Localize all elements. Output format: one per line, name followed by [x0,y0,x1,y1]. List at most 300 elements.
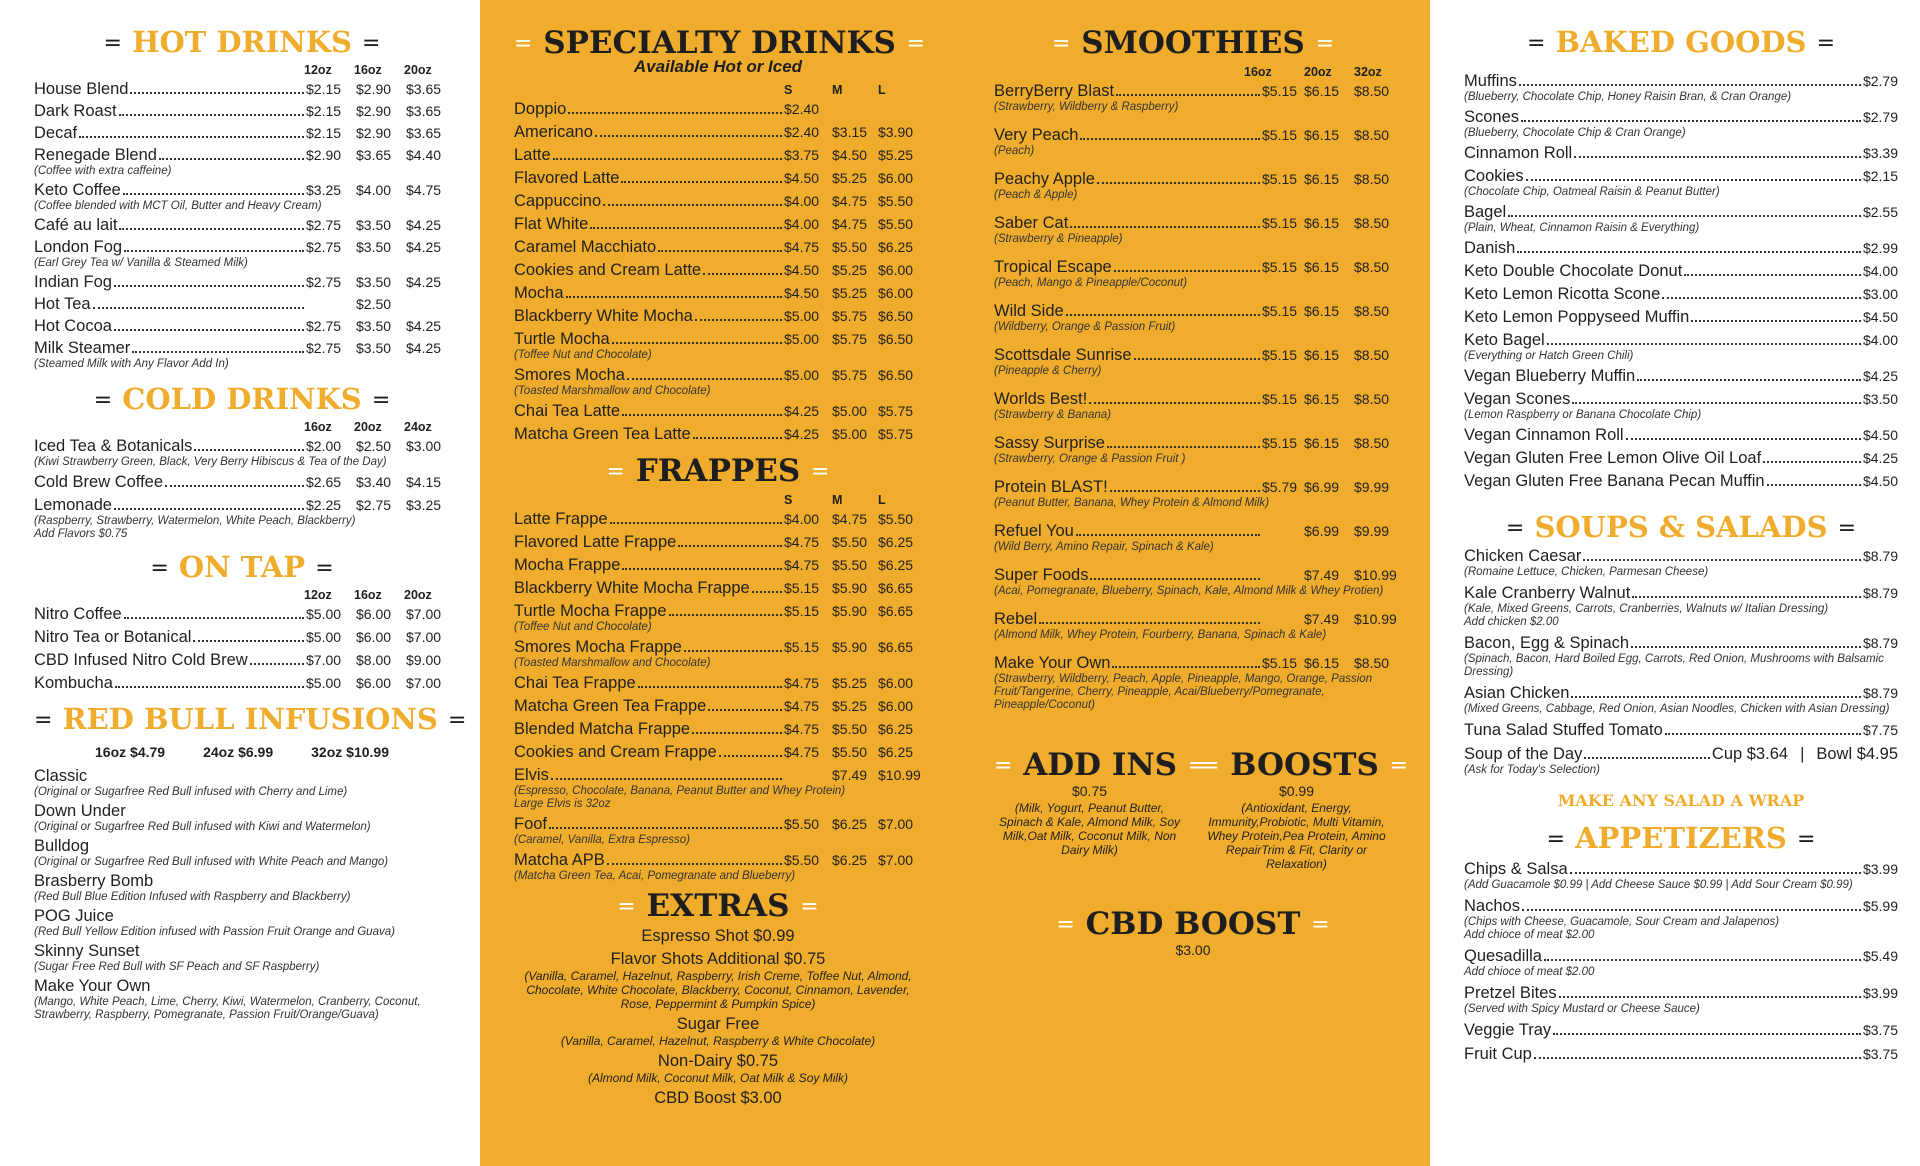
menu-item-prices [1262,477,1392,497]
menu-item [34,766,450,799]
menu-item-name: Caramel Macchiato [514,238,657,256]
menu-item-price: $3.39 [1862,145,1898,161]
menu-item-price: $7.49 [832,767,868,783]
menu-item-price [1262,521,1304,541]
menu-item [34,215,450,235]
menu-item-price: $5.79 [1262,479,1298,495]
menu-item [994,301,1392,334]
hot-drinks-list [34,79,450,371]
wrap-note: MAKE ANY SALAD A WRAP [1557,791,1805,810]
menu-item-prices [784,365,922,385]
menu-item-price: $3.75 [784,147,820,163]
menu-item [514,99,922,119]
menu-item-name: Make Your Own [994,654,1111,672]
menu-item [1464,896,1898,942]
menu-item-row [1464,107,1898,127]
menu-item-price: $6.65 [878,580,914,596]
menu-item-price: $8.50 [1354,391,1390,407]
menu-item-row [514,850,922,870]
menu-item [514,601,922,634]
menu-item-row [994,521,1392,541]
menu-item-price: $3.50 [356,318,392,334]
menu-item [34,650,450,670]
menu-item-prices [306,673,450,693]
menu-item-price: $6.15 [1304,83,1340,99]
menu-item-name: CBD Infused Nitro Cold Brew [34,651,248,669]
menu-item-name: Brasberry Bomb [34,872,154,890]
menu-item-desc: (Peach & Apple) [994,189,1078,201]
menu-item-row [514,306,922,326]
menu-item-price: $10.99 [1354,567,1397,583]
menu-item-price: $3.00 [406,438,442,454]
menu-item [1464,366,1898,386]
menu-item-row [1464,471,1898,491]
dot-leader [1112,666,1260,668]
menu-item-price: $6.00 [356,675,392,691]
menu-item-name: Protein BLAST! [994,478,1108,496]
menu-item-desc: (Toasted Marshmallow and Chocolate) [514,385,711,397]
menu-item-prices [784,742,922,762]
menu-item [1464,202,1898,235]
dot-leader [1631,646,1861,648]
menu-item-price: $5.00 [784,308,820,324]
menu-item-desc: (Kiwi Strawberry Green, Black, Very Berry Hibiscus & Tea of the Day) [34,456,387,468]
menu-item-name: Kombucha [34,674,113,692]
dot-leader [1763,461,1861,463]
menu-item-desc: (Espresso, Chocolate, Banana, Peanut Butter and Whey Protein) [514,785,846,797]
dot-leader [1767,484,1861,486]
menu-item-prices [784,814,922,834]
menu-item-row [994,433,1392,453]
menu-item-price: $2.00 [306,438,342,454]
menu-item-price: $4.75 [406,182,442,198]
menu-item-price: $8.50 [1354,83,1390,99]
menu-item-row [34,673,450,693]
menu-item-row [514,145,922,165]
menu-item-prices [1262,257,1392,277]
menu-item-name: Turtle Mocha [514,330,610,348]
appetizers-title: = APPETIZERS = [1546,821,1816,855]
menu-item-price: $5.90 [832,639,868,655]
dot-leader [119,228,304,230]
menu-item-name: Tropical Escape [994,258,1112,276]
dot-leader [553,158,782,160]
menu-item-desc: (Coffee with extra caffeine) [34,165,172,177]
menu-item-price: $5.75 [878,426,914,442]
menu-item-desc: (Matcha Green Tea, Acai, Pomegranate and Blueberry) [514,870,796,882]
menu-item [994,433,1392,466]
menu-item-prices [784,673,922,693]
menu-item-prices [784,578,922,598]
menu-item-row [514,765,922,785]
menu-item-name: Hot Cocoa [34,317,112,335]
menu-item [514,122,922,142]
dot-leader [1574,156,1861,158]
menu-item-name: Quesadilla [1464,947,1542,965]
menu-item-row [1464,1020,1898,1040]
menu-item-price: $4.50 [784,170,820,186]
menu-item-price: $3.50 [356,274,392,290]
menu-item-price: $4.75 [784,698,820,714]
menu-item-row [994,609,1397,629]
menu-item [34,237,450,270]
menu-item-price: $4.75 [784,534,820,550]
menu-item-price: $7.00 [306,652,342,668]
menu-item-prices [784,283,922,303]
dot-leader [159,158,304,160]
menu-item-desc: (Almond Milk, Whey Protein, Fourberry, Banana, Spinach & Kale) [994,629,1327,641]
menu-item-desc: (Kale, Mixed Greens, Carrots, Cranberries, Walnuts w/ Italian Dressing) [1464,603,1829,615]
menu-item-price: $5.00 [832,426,868,442]
dot-leader [658,250,782,252]
menu-item-name: Cookies and Cream Latte [514,261,702,279]
menu-item [514,260,922,280]
dot-leader [130,92,304,94]
menu-item-price: $2.90 [356,125,392,141]
menu-item-price: $3.99 [1862,861,1898,877]
menu-item-price [878,99,922,119]
menu-item-price: $2.65 [306,474,342,490]
menu-item-price: $5.00 [832,403,868,419]
menu-item [1464,546,1898,579]
menu-item-price: $3.50 [356,340,392,356]
menu-item-price: $6.15 [1304,303,1340,319]
dot-leader [124,617,304,619]
menu-item-desc: (Wild Berry, Amino Repair, Spinach & Kale) [994,541,1214,553]
menu-item-price: $9.99 [1354,523,1390,539]
soup-bowl-price: Bowl $4.95 [1816,745,1898,763]
menu-item-name: Mocha Frappe [514,556,621,574]
menu-item-row [1464,366,1898,386]
menu-item-price: $2.75 [306,239,342,255]
menu-item-price: $6.25 [878,721,914,737]
menu-item [514,719,922,739]
specialty-list [514,99,922,444]
dot-leader [719,755,782,757]
menu-item-price: $4.25 [406,274,442,290]
menu-item-name: Decaf [34,124,78,142]
menu-item-price: $4.25 [406,318,442,334]
menu-item-price: $4.50 [784,262,820,278]
menu-item-row [34,79,450,99]
baked-title: = BAKED GOODS = [1526,25,1836,59]
menu-item-price: $6.15 [1304,259,1340,275]
menu-item-price: $5.15 [1262,391,1298,407]
menu-item-price: $5.25 [832,285,868,301]
menu-item-price: $3.65 [356,147,392,163]
menu-item-name: Blackberry White Mocha [514,307,693,325]
dot-leader [638,686,782,688]
menu-item-price [406,294,450,314]
dot-leader [250,663,304,665]
menu-item-name: BerryBerry Blast [994,82,1115,100]
dot-leader [708,709,782,711]
menu-item-desc: (Plain, Wheat, Cinnamon Raisin & Everything) [1464,222,1700,234]
menu-item-name: Flat White [514,215,589,233]
menu-item [514,814,922,847]
smoothies-sizes: 16oz 20oz 32oz [1244,65,1382,79]
menu-item-row [514,283,922,303]
menu-item-row [1464,546,1898,566]
menu-item [514,637,922,670]
menu-item-price: $7.75 [1862,722,1898,738]
menu-item-name: Pretzel Bites [1464,984,1557,1002]
menu-item-row [34,436,450,456]
menu-item-price: $2.90 [356,103,392,119]
menu-item-desc: (Caramel, Vanilla, Extra Espresso) [514,834,690,846]
menu-item-price: $4.75 [784,675,820,691]
menu-item-price: $5.50 [878,511,914,527]
menu-item-desc: (Chocolate Chip, Oatmeal Raisin & Peanut Butter) [1464,186,1720,198]
menu-item-prices [306,316,450,336]
menu-item-price: $4.25 [784,403,820,419]
menu-item-prices [784,145,922,165]
menu-item-prices [306,472,450,492]
specialty-subtitle: Available Hot or Iced [633,57,803,76]
menu-item-price: $2.75 [306,340,342,356]
dot-leader [568,112,782,114]
menu-item-name: Foof [514,815,548,833]
cbd-boost-title: = CBD BOOST = [1056,906,1330,942]
menu-item-price: $5.50 [832,744,868,760]
menu-item-price: $5.25 [832,170,868,186]
menu-item-name: Nitro Coffee [34,605,122,623]
menu-item [1464,946,1898,979]
menu-item-price: $3.75 [1862,1022,1898,1038]
extra-item-desc: (Vanilla, Caramel, Hazelnut, Raspberry & White Chocolate) [560,1034,876,1048]
menu-item-prices [784,214,922,234]
dot-leader [1097,182,1260,184]
menu-item-price: $5.99 [1862,898,1898,914]
menu-item-price: $8.50 [1354,215,1390,231]
menu-item-price: $8.79 [1862,585,1898,601]
on-tap-list [34,604,450,693]
dot-leader [693,437,782,439]
menu-item-price: $4.00 [356,182,392,198]
menu-item-price: $4.00 [1862,332,1898,348]
dot-leader [1070,226,1260,228]
menu-item-prices [784,191,922,211]
menu-item-desc: (Toffee Nut and Chocolate) [514,621,652,633]
menu-item-prices [784,424,922,444]
extra-item [514,926,922,946]
menu-item-desc: (Romaine Lettuce, Chicken, Parmesan Cheese) [1464,566,1709,578]
appetizers-list [1464,859,1898,1064]
menu-item-price: $5.25 [832,262,868,278]
menu-item-price: $2.99 [1862,240,1898,256]
menu-item-name: Super Foods [994,566,1089,584]
menu-item-name: Keto Bagel [1464,331,1545,349]
menu-item-note: Large Elvis is 32oz [514,798,611,810]
menu-item [514,850,922,883]
menu-item-row [514,509,922,529]
menu-item [1464,143,1898,163]
menu-item-price: $3.50 [356,239,392,255]
menu-item-name: Worlds Best! [994,390,1088,408]
menu-item-price: $6.00 [878,675,914,691]
menu-item-price: $5.00 [784,367,820,383]
menu-item [514,673,922,693]
menu-item-row [34,604,450,624]
menu-item-price: $4.75 [784,721,820,737]
menu-item-name: Cookies and Cream Frappe [514,743,717,761]
extra-item-name: Sugar Free [676,1015,760,1033]
menu-item-prices [306,338,450,358]
menu-item-name: Chai Tea Latte [514,402,621,420]
menu-item-price: $3.25 [406,497,442,513]
column-hot-cold [0,0,480,1166]
baked-list [1464,71,1898,491]
menu-item-name: Cookies [1464,167,1524,185]
menu-item-name: Saber Cat [994,214,1069,232]
menu-item [1464,238,1898,258]
menu-item-row [34,294,450,314]
menu-item-price: $7.00 [406,606,442,622]
menu-item-row [994,81,1392,101]
menu-item [1464,330,1898,363]
menu-item-desc: (Steamed Milk with Any Flavor Add In) [34,358,229,370]
boosts-desc: (Antioxidant, Energy, Immunity,Probiotic, Multi Vitamin, Whey Protein,Pea Protein, Amino RepairTrim & Fit, Clarity or Relaxation) [1207,801,1386,871]
menu-item-row [514,578,922,598]
menu-item-row [34,215,450,235]
menu-item-desc: (Spinach, Bacon, Hard Boiled Egg, Carrots, Red Onion, Mushrooms with Balsamic Dressing) [1464,653,1884,678]
menu-item-desc: (Strawberry, Wildberry, Peach, Apple, Pineapple, Mango, Orange, Passion Fruit/Tangerine, Cherry, Pineapple, Acai/Blueberry/Pomegranate, Pineapple/Coconut) [994,673,1373,711]
menu-item-name: Flavored Latte Frappe [514,533,677,551]
menu-item-price: $4.00 [784,193,820,209]
menu-item-price: $2.15 [306,125,342,141]
menu-item-price: $6.15 [1304,171,1340,187]
menu-item-price: $8.50 [1354,347,1390,363]
menu-item-desc: (Red Bull Blue Edition Infused with Raspberry and Blackberry) [34,891,351,903]
menu-item-price: $5.50 [878,216,914,232]
menu-item-note: Add chicken $2.00 [1464,616,1559,628]
soup-of-day [1464,744,1898,777]
menu-item-prices [306,215,450,235]
menu-item-price: $7.00 [878,816,914,832]
menu-item-row [994,565,1397,585]
menu-item-row [514,719,922,739]
menu-item-desc: (Lemon Raspberry or Banana Chocolate Chip) [1464,409,1702,421]
cold-drinks-title: = COLD DRINKS = [93,382,391,416]
menu-item [1464,983,1898,1016]
menu-item-price: $5.15 [1262,171,1298,187]
menu-item-price: $4.00 [784,511,820,527]
menu-item-row [1464,946,1898,966]
menu-item-desc: (Peach, Mango & Pineapple/Coconut) [994,277,1188,289]
menu-item-name: Keto Lemon Ricotta Scone [1464,285,1661,303]
menu-item-price: $3.40 [356,474,392,490]
dot-leader [692,732,782,734]
menu-item-name: Keto Lemon Poppyseed Muffin [1464,308,1690,326]
menu-item-prices [1262,521,1392,541]
menu-item [34,180,450,213]
menu-item-price: $6.00 [878,170,914,186]
menu-item [34,906,450,939]
menu-item-price: $6.50 [878,331,914,347]
dot-leader [1637,379,1861,381]
boosts-box [1200,747,1409,871]
menu-item-prices [784,122,922,142]
menu-item-row [994,345,1392,365]
menu-item [34,316,450,336]
dot-leader [1519,84,1861,86]
menu-item-name: Bulldog [34,837,90,855]
menu-item-name: Nitro Tea or Botanical [34,628,192,646]
menu-item-price: $3.65 [406,81,442,97]
menu-item [34,272,450,292]
menu-item-price: $4.40 [406,147,442,163]
menu-item-price: $5.00 [306,606,342,622]
menu-item-price: $8.79 [1862,548,1898,564]
menu-item-name: Rebel [994,610,1038,628]
menu-item-prices [784,637,922,657]
menu-item-name: Milk Steamer [34,339,131,357]
menu-item-row [1464,261,1898,281]
red-bull-title: = RED BULL INFUSIONS = [34,702,467,736]
menu-item [34,627,450,647]
menu-item-name: Café au lait [34,216,118,234]
menu-item-prices [784,719,922,739]
menu-item-name: Bacon, Egg & Spinach [1464,634,1630,652]
menu-item-row [994,257,1392,277]
menu-item-name: Indian Fog [34,273,112,291]
menu-item-price: $8.50 [1354,655,1390,671]
menu-item [34,941,450,974]
menu-item [1464,859,1898,892]
menu-item-row [1464,896,1898,916]
add-ins-desc: (Milk, Yogurt, Peanut Butter, Spinach & Kale, Almond Milk, Soy Milk,Oat Milk, Coconut Milk, Non Dairy Milk) [999,801,1180,857]
dot-leader [1570,872,1861,874]
dot-leader [1114,270,1260,272]
extra-item-name: CBD Boost $3.00 [654,1089,782,1107]
menu-item-price: $5.15 [784,603,820,619]
menu-item-name: House Blend [34,80,129,98]
menu-item-price: $2.90 [356,81,392,97]
menu-item-price: $5.50 [878,193,914,209]
menu-item-price: $3.99 [1862,985,1898,1001]
menu-item [1464,107,1898,140]
menu-item-prices [306,650,450,670]
menu-item [1464,720,1898,740]
menu-item [514,509,922,529]
extra-item [514,1051,922,1085]
dot-leader [132,351,304,353]
menu-item [1464,261,1898,281]
dot-leader [695,319,782,321]
menu-item-name: Dark Roast [34,102,117,120]
menu-item-price: $2.75 [306,318,342,334]
menu-item [1464,1020,1898,1040]
menu-item-name: Elvis [514,766,549,784]
menu-item-price: $7.00 [878,852,914,868]
menu-item-name: Nachos [1464,897,1520,915]
menu-item [514,742,922,762]
menu-item-name: Blackberry White Mocha Frappe [514,579,750,597]
menu-item-name: Vegan Blueberry Muffin [1464,367,1636,385]
menu-item-row [1464,202,1898,222]
dot-leader [1584,757,1710,759]
dot-leader [114,508,304,510]
menu-item-row [1464,633,1898,653]
menu-item-price: $2.90 [306,147,342,163]
dot-leader [1691,320,1861,322]
menu-item-price: $4.25 [406,217,442,233]
menu-item-name: Veggie Tray [1464,1021,1552,1039]
menu-item [1464,307,1898,327]
dot-leader [114,329,304,331]
hot-drinks-sizes: 12oz 16oz 20oz [304,63,432,77]
menu-item-row [994,213,1392,233]
